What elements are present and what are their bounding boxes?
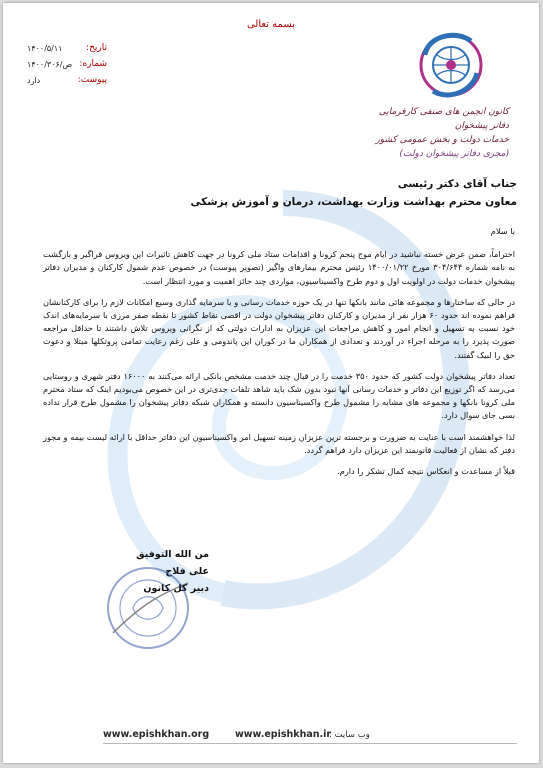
signature-title: دبیر کل کانون [143,583,209,594]
footer-website-ir[interactable]: www.epishkhan.ir [235,729,332,740]
official-stamp-icon [103,563,193,653]
org-line-2: خدمات دولت و بخش عمومی کشور [375,135,509,145]
letter-body [43,225,515,486]
paragraph-4: لذا خواهشمند است با عنایت به ضرورت و برجسته ترین عزیزان زمینه تسهیل امر واکسیناسیون این دفاتر حداقل با ارائه لیست بیمه و مجوز دفتر که نشان از فعالیت قانونمند این عزیزان دارد فراهم گردد. [43,431,515,455]
letter-meta [27,43,107,91]
paragraph-5: قبلاً از مساعدت و انعکاس نتیجه کمال تشکر را دارم. [337,466,515,477]
paragraph-2: در حالی که ساختارها و مجموعه هائی مانند بانکها تنها در یک حوزه خدمات رسانی و با سرمایه گذاری وسیع امکانات لازم را برای کارکنانشان فراهم نموده اند حدود ۶۰ هزار نفر از مدیران و کارکنان دفاتر پیشخوان دولت در اقصی نقاط کشور تا نقطه صفر مرزی با سرمایه‌های اندک خود نسبت به تسهیل و انجام امور و کاهش مراجعات این عزیزان به ادارات دولتی که از نگرانی ویروس تلاش داشتند تا حداقل مراجعه صورت پذیرد را به مرحله اجراء در آوردند و تعدادی از همکاران ما در کوران این پاندومی و علی رغم رعایت تمامی پروتکلها مبتلا و دعوت حق را لبیک گفتند. [43,296,515,360]
org-line-1: کانون انجمن های صنفی کارفرمایی دفاتر پیشخوان [378,107,509,131]
meta-attachment-label: پیوست: [77,75,107,85]
organization-name [359,105,509,161]
footer-website-label: وب سایت : [329,730,370,740]
meta-date-label: تاریخ: [86,43,107,53]
signature-name: علی فلاح [165,566,209,577]
bismillah-heading: بسمه تعالی [246,19,296,30]
greeting: با سلام [490,226,515,236]
letter-page [3,3,539,763]
paragraph-1: احتراماً، ضمن عرض خسته نباشید در ایام موج پنجم کرونا و اقدامات ستاد ملی کرونا در جهت کاهش تاثیرات این ویروس فراگیر و بازگشت به نامه شماره ۳۰۴/۶۴۴ مورخ ۱۴۰۰/۰۱/۲۲ رئیس محترم بیمارهای واگیر (تصویر پیوست) در خصوص عدم شمول کارکنان و مدیران دفاتر پیشخوان خدمات دولت در اولویت اول و دوم طرح واکسیناسیون، مواردی چند حائز اهمیت و مورد انتظار است. [43,249,516,286]
meta-number-value: ۱۴۰۰/۳۰۶/ص [27,60,73,69]
footer-website-org[interactable]: www.epishkhan.org [103,729,210,740]
meta-attachment-value: دارد [27,76,41,85]
meta-date-value: ۱۴۰۰/۵/۱۱ [27,44,63,53]
letter-footer [3,723,539,743]
footer-divider [103,743,517,744]
addressee-title: معاون محترم بهداشت وزارت بهداشت، درمان و آموزش پزشکی [190,196,517,208]
meta-date [27,43,107,59]
signature-closing: من الله التوفیق [136,549,209,560]
meta-number [27,59,107,75]
organization-logo-icon [405,25,493,105]
meta-attachment [27,75,107,91]
meta-number-label: شماره: [79,59,107,69]
addressee-block [97,175,517,211]
addressee-name: جناب آقای دکتر رئیسی [397,178,517,190]
paragraph-3: تعداد دفاتر پیشخوان دولت کشور که حدود ۳۵۰ خدمت را در قبال چند خدمت مشخص بانکی ارائه می‌کنند به ۱۶۰۰۰ دفتر شهری و روستایی می‌رسد که اگر توزیع این دفاتر و خدمات رسانی آنها نبود بدون شک باید شاهد تلفات جدی‌تری در این خصوص می‌بودیم اینک که ستاد محترم ملی کرونا بانکها و مجموعه های مشابه را مشمول طرح واکسیناسیون دانسته و همکاران شبکه دفاتر پیشخوان را مشمول طرح قرار نداده بسی جای سوال دارد. [43,370,515,421]
org-line-3: (مجری دفاتر پیشخوان دولت) [399,149,509,159]
